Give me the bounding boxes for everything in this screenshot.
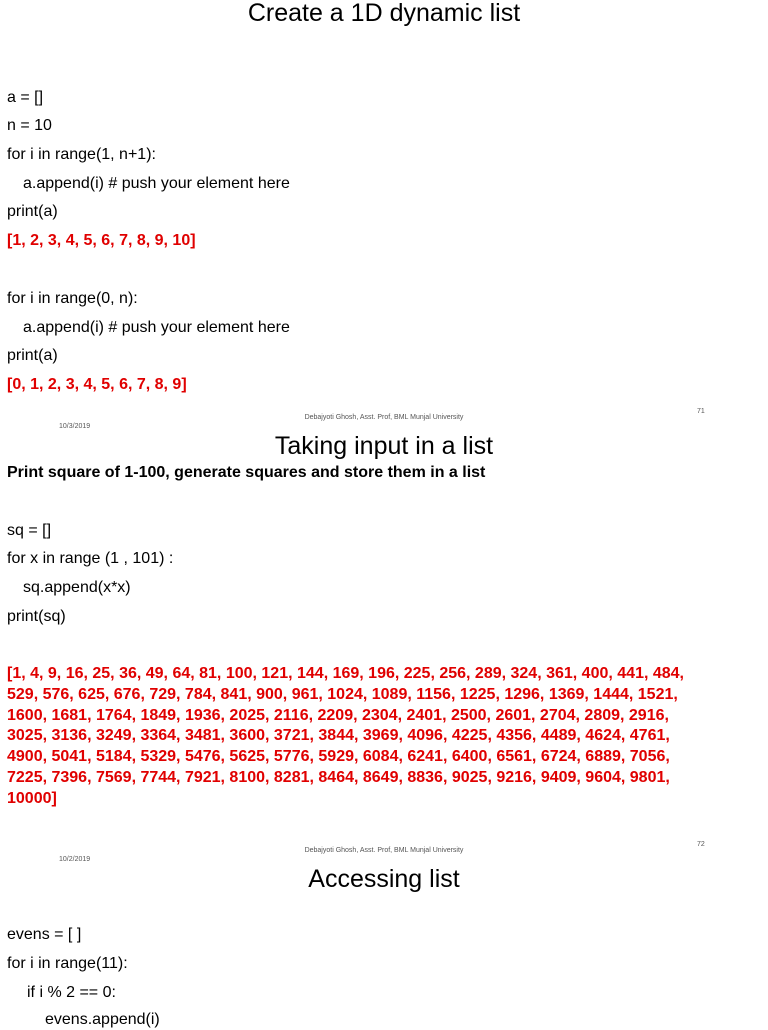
footer-author: Debajyoti Ghosh, Asst. Prof, BML Munjal University (304, 847, 464, 854)
slide-title: Taking input in a list (274, 432, 494, 460)
code-line: for i in range(1, n+1): (7, 146, 156, 163)
footer-date: 10/3/2019 (59, 423, 91, 430)
code-line: print(sq) (7, 608, 66, 625)
slide-title: Accessing list (308, 865, 460, 893)
code-line: print(a) (7, 347, 58, 364)
code-line: for x in range (1 , 101) : (7, 550, 174, 567)
footer-date: 10/2/2019 (59, 856, 91, 863)
output-line: 1600, 1681, 1764, 1849, 1936, 2025, 2116, 2209, 2304, 2401, 2500, 2601, 2704, 2809, 2916, (7, 706, 669, 724)
output-line: 7225, 7396, 7569, 7744, 7921, 8100, 8281, 8464, 8649, 8836, 9025, 9216, 9409, 9604, 9801, (7, 768, 670, 786)
code-line: evens = [ ] (7, 926, 82, 943)
footer-page-number: 72 (697, 841, 705, 848)
output-line: 4900, 5041, 5184, 5329, 5476, 5625, 5776, 5929, 6084, 6241, 6400, 6561, 6724, 6889, 7056, (7, 748, 670, 766)
output-line: [1, 4, 9, 16, 25, 36, 49, 64, 81, 100, 121, 144, 169, 196, 225, 256, 289, 324, 361, 400, 441, 484, (7, 665, 684, 682)
squares-output (7, 664, 747, 810)
code-line: n = 10 (7, 117, 52, 134)
code-line: evens.append(i) (45, 1011, 160, 1028)
code-line: a = [] (7, 89, 44, 106)
output-line: 529, 576, 625, 676, 729, 784, 841, 900, 961, 1024, 1089, 1156, 1225, 1296, 1369, 1444, 1521, (7, 685, 678, 703)
code-line: sq = [] (7, 522, 52, 539)
output-line: [1, 2, 3, 4, 5, 6, 7, 8, 9, 10] (7, 232, 196, 249)
code-line: if i % 2 == 0: (27, 984, 116, 1001)
code-line: for i in range(11): (7, 955, 128, 972)
slide-title: Create a 1D dynamic list (247, 0, 521, 27)
output-line: [0, 1, 2, 3, 4, 5, 6, 7, 8, 9] (7, 376, 187, 393)
code-line: for i in range(0, n): (7, 290, 138, 307)
code-line: print(a) (7, 203, 58, 220)
slide-subtitle: Print square of 1-100, generate squares and store them in a list (7, 464, 486, 481)
output-line: 10000] (7, 789, 57, 807)
code-line: a.append(i) # push your element here (23, 175, 290, 192)
footer-page-number: 71 (697, 408, 705, 415)
footer-author: Debajyoti Ghosh, Asst. Prof, BML Munjal University (304, 414, 464, 421)
code-line: a.append(i) # push your element here (23, 319, 290, 336)
output-line: 3025, 3136, 3249, 3364, 3481, 3600, 3721, 3844, 3969, 4096, 4225, 4356, 4489, 4624, 4761, (7, 727, 670, 745)
code-line: sq.append(x*x) (23, 579, 131, 596)
